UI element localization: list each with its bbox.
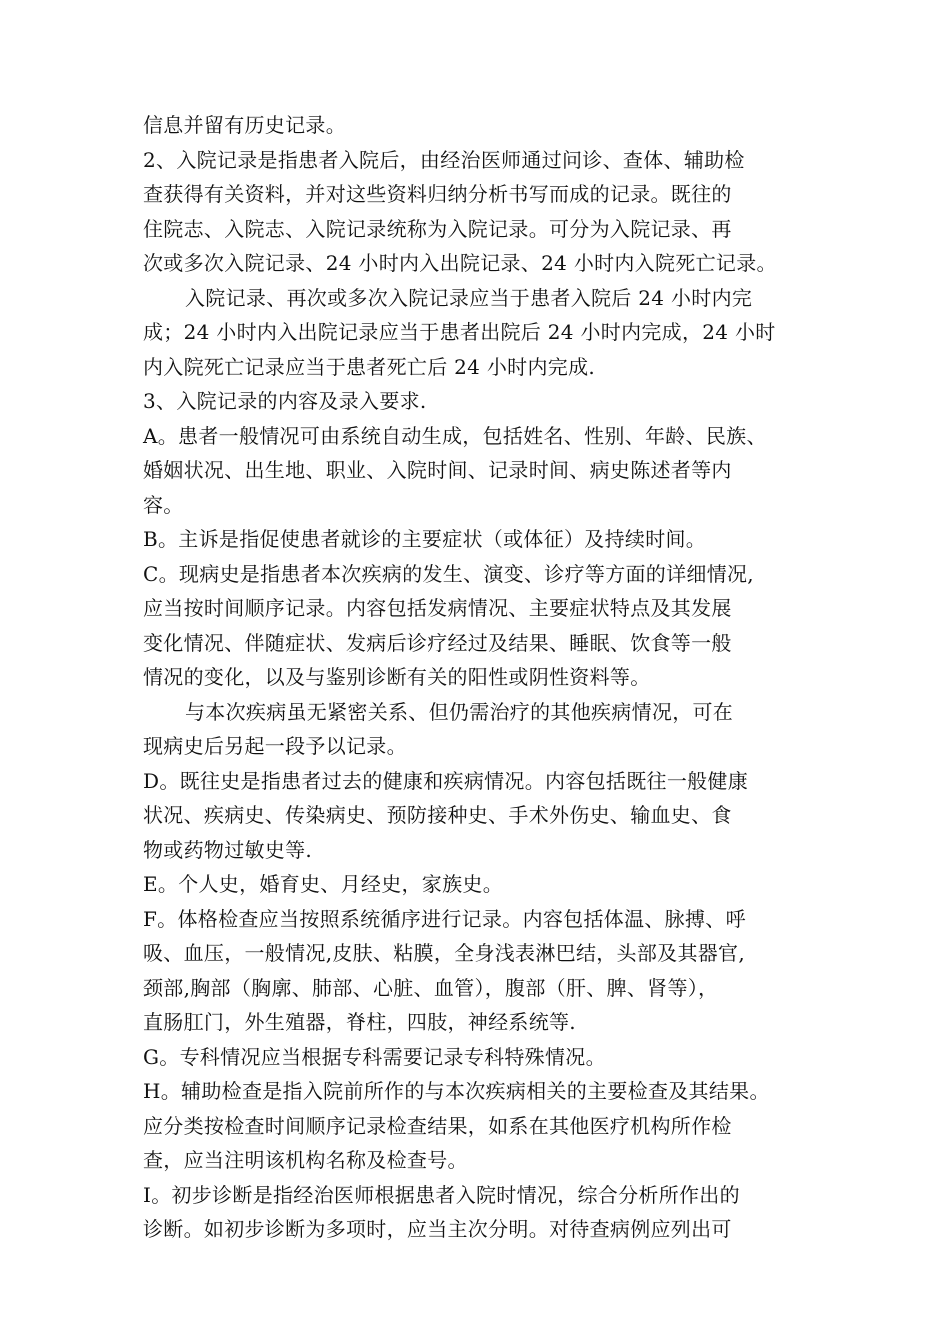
text-line: H。辅助检查是指入院前所作的与本次疾病相关的主要检查及其结果。	[143, 1079, 770, 1103]
text-line: 情况的变化，以及与鉴别诊断有关的阳性或阴性资料等。	[143, 665, 651, 689]
text-line: 颈部,胸部（胸廓、肺部、心脏、血管），腹部（肝、脾、肾等），	[143, 975, 719, 1000]
text-line: 应当按时间顺序记录。内容包括发病情况、主要症状特点及其发展	[143, 596, 732, 620]
text-line: 与本次疾病虽无紧密关系、但仍需治疗的其他疾病情况，可在	[185, 699, 734, 724]
document-body	[143, 108, 843, 1247]
text-line: 现病史后另起一段予以记录。	[143, 734, 407, 758]
text-line: B。主诉是指促使患者就诊的主要症状（或体征）及持续时间。	[143, 527, 707, 551]
text-line: 入院记录、再次或多次入院记录应当于患者入院后 24 小时内完	[185, 285, 753, 310]
text-line: 信息并留有历史记录。	[143, 113, 346, 137]
text-line: 婚姻状况、出生地、职业、入院时间、记录时间、病史陈述者等内	[143, 458, 732, 482]
text-line: 直肠肛门，外生殖器，脊柱，四肢，神经系统等.	[143, 1010, 576, 1034]
text-line: 吸、血压，一般情况,皮肤、粘膜，全身浅表淋巴结，头部及其器官,	[143, 941, 746, 965]
text-line: 查，应当注明该机构名称及检查号。	[143, 1148, 468, 1172]
text-line: 应分类按检查时间顺序记录检查结果，如系在其他医疗机构所作检	[143, 1113, 732, 1138]
text-line: 查获得有关资料，并对这些资料归纳分析书写而成的记录。既往的	[143, 182, 732, 206]
text-line: 成；24 小时内入出院记录应当于患者出院后 24 小时内完成，24 小时	[143, 320, 776, 344]
text-line: 次或多次入院记录、24 小时内入出院记录、24 小时内入院死亡记录。	[143, 251, 777, 275]
text-line: A。患者一般情况可由系统自动生成，包括姓名、性别、年龄、民族、	[143, 423, 767, 448]
text-line: 内入院死亡记录应当于患者死亡后 24 小时内完成.	[143, 354, 596, 379]
text-line: 诊断。如初步诊断为多项时，应当主次分明。对待查病例应列出可	[143, 1217, 732, 1241]
text-line: 变化情况、伴随症状、发病后诊疗经过及结果、睡眠、饮食等一般	[143, 630, 732, 655]
text-line: 物或药物过敏史等.	[143, 837, 313, 862]
text-line: I。初步诊断是指经治医师根据患者入院时情况，综合分析所作出的	[143, 1182, 740, 1207]
text-line: E。个人史，婚育史、月经史，家族史。	[143, 872, 503, 896]
text-line: 住院志、入院志、入院记录统称为入院记录。可分为入院记录、再	[143, 216, 732, 241]
text-line: 3、入院记录的内容及录入要求.	[143, 389, 427, 413]
text-line: G。专科情况应当根据专科需要记录专科特殊情况。	[143, 1044, 606, 1069]
text-line: C。现病史是指患者本次疾病的发生、演变、诊疗等方面的详细情况,	[143, 561, 754, 586]
text-line: D。既往史是指患者过去的健康和疾病情况。内容包括既往一般健康	[143, 768, 749, 793]
text-line: F。体格检查应当按照系统循序进行记录。内容包括体温、脉搏、呼	[143, 906, 746, 931]
text-line: 状况、疾病史、传染病史、预防接种史、手术外伤史、输血史、食	[143, 803, 732, 827]
text-line: 2、入院记录是指患者入院后，由经治医师通过问诊、查体、辅助检	[143, 147, 745, 172]
text-line: 容。	[143, 492, 184, 517]
